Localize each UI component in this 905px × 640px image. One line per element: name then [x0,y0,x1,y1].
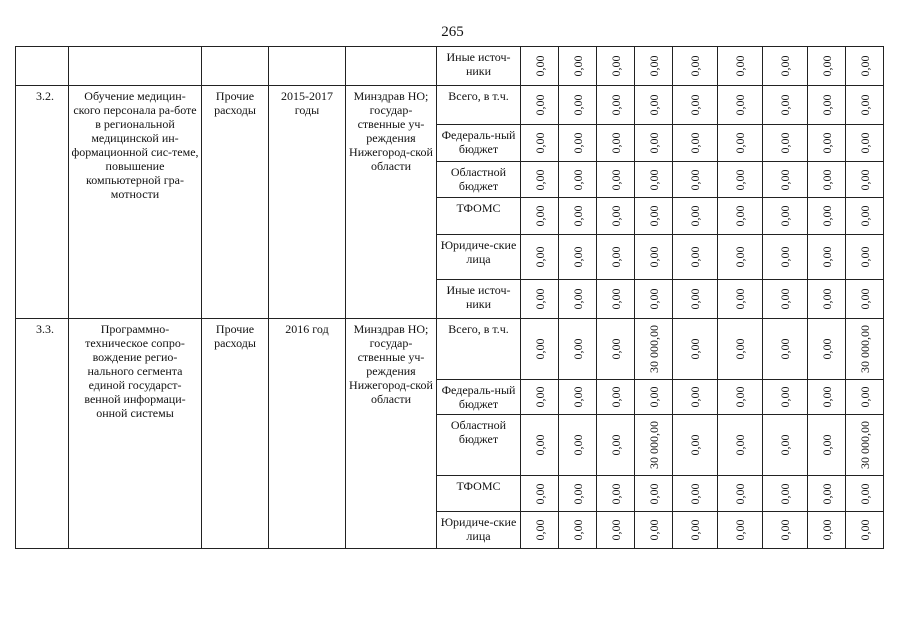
amount-value: 0,00 [688,94,702,116]
amount-cell [763,86,808,125]
amount-cell [808,415,846,476]
amount-cell [846,125,884,162]
amount-cell [718,125,763,162]
amount-cell [763,319,808,380]
amount-value: 0,00 [778,434,792,456]
amount-value: 0,00 [608,434,623,456]
amount-value: 0,00 [532,288,547,310]
amount-value: 0,00 [733,246,747,268]
amount-value: 0,00 [688,519,702,541]
amount-value: 0,00 [688,386,702,408]
amount-cell [521,235,559,280]
amount-value: 0,00 [733,132,747,154]
amount-value: 0,00 [570,288,585,310]
amount-cell [808,125,846,162]
amount-value: 0,00 [778,205,792,227]
amount-cell [808,235,846,280]
amount-value: 0,00 [532,434,547,456]
page-number: 265 [441,24,464,40]
amount-cell [808,319,846,380]
amount-cell [559,162,597,198]
amount-value: 0,00 [688,169,702,190]
amount-value: 0,00 [819,55,834,77]
amount-value: 0,00 [733,483,747,504]
amount-value: 0,00 [857,132,872,154]
amount-value: 0,00 [819,519,834,541]
amount-cell [673,86,718,125]
funding-source-cell: Областной бюджет [437,162,521,198]
amount-cell [559,86,597,125]
amount-cell [635,319,673,380]
amount-value: 0,00 [778,94,792,116]
funding-source-cell: ТФОМС [437,476,521,512]
amount-cell [718,235,763,280]
amount-cell [808,198,846,235]
amount-cell [597,415,635,476]
amount-value: 0,00 [608,205,623,227]
amount-cell [597,47,635,86]
amount-cell [763,125,808,162]
funding-source-cell: Юридиче-ские лица [437,512,521,549]
amount-value: 0,00 [532,338,547,360]
amount-cell [597,319,635,380]
amount-value: 0,00 [532,386,547,408]
amount-value: 0,00 [608,288,623,310]
amount-value: 0,00 [778,132,792,154]
amount-value: 0,00 [688,132,702,154]
executor-cell: Минздрав НО; государ-ственные уч-реждения Нижегород-ской области [346,86,437,319]
amount-cell [846,476,884,512]
amount-value: 0,00 [646,55,661,77]
amount-value: 0,00 [778,483,792,504]
amount-value: 0,00 [857,483,872,504]
amount-cell [521,415,559,476]
amount-cell [597,512,635,549]
funding-source-cell: Иные источ-ники [437,47,521,86]
amount-value: 0,00 [733,94,747,116]
amount-value: 0,00 [532,55,547,77]
expense-type-cell: Прочие расходы [202,86,269,319]
amount-cell [846,86,884,125]
amount-cell [846,319,884,380]
amount-cell [635,415,673,476]
amount-value: 0,00 [733,519,747,541]
amount-value: 0,00 [733,386,747,408]
amount-cell [763,235,808,280]
amount-value: 0,00 [608,519,623,541]
amount-value: 0,00 [857,205,872,227]
amount-value: 0,00 [819,169,834,190]
amount-value: 0,00 [733,169,747,190]
amount-cell [846,198,884,235]
amount-value: 0,00 [857,94,872,116]
amount-value: 0,00 [857,169,872,190]
amount-cell [718,86,763,125]
amount-value: 0,00 [733,55,747,77]
amount-cell [559,512,597,549]
amount-cell [763,162,808,198]
amount-value: 0,00 [733,434,747,456]
amount-value: 0,00 [857,519,872,541]
amount-cell [763,380,808,415]
amount-value: 0,00 [688,483,702,504]
amount-value: 0,00 [532,132,547,154]
amount-value: 0,00 [646,205,661,227]
executor-cell [346,47,437,86]
amount-cell [846,235,884,280]
amount-value: 0,00 [570,386,585,408]
amount-cell [718,319,763,380]
amount-cell [635,380,673,415]
amount-value: 0,00 [608,246,623,268]
amount-value: 0,00 [688,55,702,77]
amount-value: 0,00 [857,246,872,268]
amount-value: 0,00 [608,169,623,190]
amount-cell [718,476,763,512]
amount-value: 0,00 [819,483,834,504]
period-cell: 2015-2017 годы [269,86,346,319]
amount-cell [763,476,808,512]
amount-value: 0,00 [570,205,585,227]
amount-value: 0,00 [778,246,792,268]
amount-cell [846,47,884,86]
amount-cell [597,86,635,125]
amount-value: 0,00 [532,483,547,504]
amount-value: 0,00 [570,169,585,190]
amount-cell [521,476,559,512]
amount-cell [808,512,846,549]
amount-cell [808,86,846,125]
amount-cell [597,162,635,198]
amount-value: 0,00 [778,169,792,190]
amount-cell [718,198,763,235]
amount-value: 30 000,00 [646,421,661,469]
amount-value: 0,00 [646,246,661,268]
amount-value: 0,00 [778,55,792,77]
funding-source-cell: Иные источ-ники [437,280,521,319]
amount-value: 0,00 [570,483,585,504]
amount-value: 0,00 [857,386,872,408]
amount-cell [673,47,718,86]
amount-cell [763,280,808,319]
amount-value: 0,00 [608,386,623,408]
amount-cell [763,198,808,235]
amount-value: 0,00 [778,386,792,408]
amount-cell [559,125,597,162]
amount-cell [808,162,846,198]
expense-type-cell [202,47,269,86]
amount-value: 0,00 [857,55,872,77]
amount-cell [673,380,718,415]
amount-cell [559,380,597,415]
amount-value: 0,00 [733,205,747,227]
amount-cell [718,280,763,319]
amount-value: 0,00 [608,483,623,504]
amount-cell [635,198,673,235]
amount-cell [521,380,559,415]
amount-value: 0,00 [570,55,585,77]
amount-cell [559,47,597,86]
amount-cell [635,235,673,280]
amount-value: 0,00 [646,386,661,408]
amount-cell [521,125,559,162]
funding-source-cell: Всего, в т.ч. [437,319,521,380]
amount-cell [763,415,808,476]
amount-cell [521,280,559,319]
amount-cell [521,198,559,235]
amount-cell [559,198,597,235]
table-row [16,47,884,86]
amount-cell [559,476,597,512]
amount-cell [635,512,673,549]
amount-value: 0,00 [532,169,547,190]
amount-value: 0,00 [570,519,585,541]
amount-cell [635,162,673,198]
amount-cell [718,380,763,415]
amount-cell [673,415,718,476]
amount-value: 30 000,00 [857,421,872,469]
table-row [16,86,884,125]
amount-cell [763,512,808,549]
amount-value: 0,00 [688,434,702,456]
amount-value: 0,00 [570,132,585,154]
amount-cell [846,415,884,476]
period-cell: 2016 год [269,319,346,549]
amount-cell [808,380,846,415]
amount-cell [635,125,673,162]
amount-value: 0,00 [646,288,661,310]
item-name-cell [69,47,202,86]
amount-value: 0,00 [532,205,547,227]
funding-source-cell: Федераль-ный бюджет [437,125,521,162]
amount-cell [718,162,763,198]
amount-cell [635,280,673,319]
amount-value: 30 000,00 [646,325,661,373]
amount-cell [718,512,763,549]
amount-cell [597,280,635,319]
amount-cell [635,476,673,512]
amount-value: 0,00 [608,338,623,360]
amount-value: 0,00 [608,94,623,116]
amount-value: 0,00 [688,205,702,227]
item-number-cell: 3.2. [16,86,69,319]
amount-cell [846,280,884,319]
amount-cell [521,319,559,380]
amount-cell [718,415,763,476]
amount-cell [673,198,718,235]
amount-cell [846,162,884,198]
amount-cell [673,319,718,380]
amount-value: 0,00 [819,338,834,360]
amount-value: 0,00 [646,132,661,154]
amount-value: 0,00 [819,434,834,456]
budget-table [15,46,884,549]
amount-cell [559,235,597,280]
amount-cell [559,415,597,476]
amount-value: 0,00 [532,519,547,541]
amount-value: 0,00 [819,132,834,154]
amount-value: 0,00 [733,338,747,360]
funding-source-cell: ТФОМС [437,198,521,235]
amount-value: 0,00 [570,338,585,360]
amount-cell [597,125,635,162]
item-name-cell: Обучение медицин-ского персонала ра-боте в региональной медицинской ин-формационной сис-теме, повышение компьютерной гра-мотности [69,86,202,319]
amount-cell [673,162,718,198]
amount-cell [673,125,718,162]
item-number-cell [16,47,69,86]
amount-value: 0,00 [646,519,661,541]
amount-value: 0,00 [570,434,585,456]
funding-source-cell: Юридиче-ские лица [437,235,521,280]
amount-cell [846,512,884,549]
amount-value: 0,00 [733,288,747,310]
amount-value: 30 000,00 [857,325,872,373]
amount-value: 0,00 [688,338,702,360]
amount-cell [521,512,559,549]
amount-value: 0,00 [819,94,834,116]
amount-cell [763,47,808,86]
amount-value: 0,00 [608,132,623,154]
amount-cell [808,280,846,319]
amount-cell [673,280,718,319]
funding-source-cell: Областной бюджет [437,415,521,476]
amount-cell [597,198,635,235]
amount-value: 0,00 [570,94,585,116]
amount-value: 0,00 [857,288,872,310]
amount-value: 0,00 [688,246,702,268]
amount-cell [521,162,559,198]
item-name-cell: Программно-техническое сопро-вождение регио-нального сегмента единой государст-венной информаци-онной системы [69,319,202,549]
amount-value: 0,00 [532,94,547,116]
amount-value: 0,00 [819,288,834,310]
amount-cell [808,476,846,512]
amount-cell [635,47,673,86]
amount-cell [597,476,635,512]
amount-value: 0,00 [688,288,702,310]
item-number-cell: 3.3. [16,319,69,549]
amount-value: 0,00 [778,519,792,541]
amount-cell [559,319,597,380]
amount-value: 0,00 [646,169,661,190]
amount-value: 0,00 [646,483,661,504]
amount-cell [597,380,635,415]
amount-value: 0,00 [778,288,792,310]
executor-cell: Минздрав НО; государ-ственные уч-реждения Нижегород-ской области [346,319,437,549]
amount-value: 0,00 [819,246,834,268]
expense-type-cell: Прочие расходы [202,319,269,549]
funding-source-cell: Всего, в т.ч. [437,86,521,125]
funding-source-cell: Федераль-ный бюджет [437,380,521,415]
amount-cell [521,86,559,125]
amount-cell [808,47,846,86]
table-row [16,319,884,380]
amount-value: 0,00 [819,386,834,408]
amount-value: 0,00 [608,55,623,77]
amount-cell [559,280,597,319]
amount-cell [635,86,673,125]
amount-cell [597,235,635,280]
amount-value: 0,00 [532,246,547,268]
amount-value: 0,00 [778,338,792,360]
amount-cell [846,380,884,415]
amount-value: 0,00 [819,205,834,227]
amount-cell [673,476,718,512]
amount-cell [718,47,763,86]
amount-cell [521,47,559,86]
period-cell [269,47,346,86]
amount-value: 0,00 [570,246,585,268]
amount-value: 0,00 [646,94,661,116]
amount-cell [673,235,718,280]
amount-cell [673,512,718,549]
